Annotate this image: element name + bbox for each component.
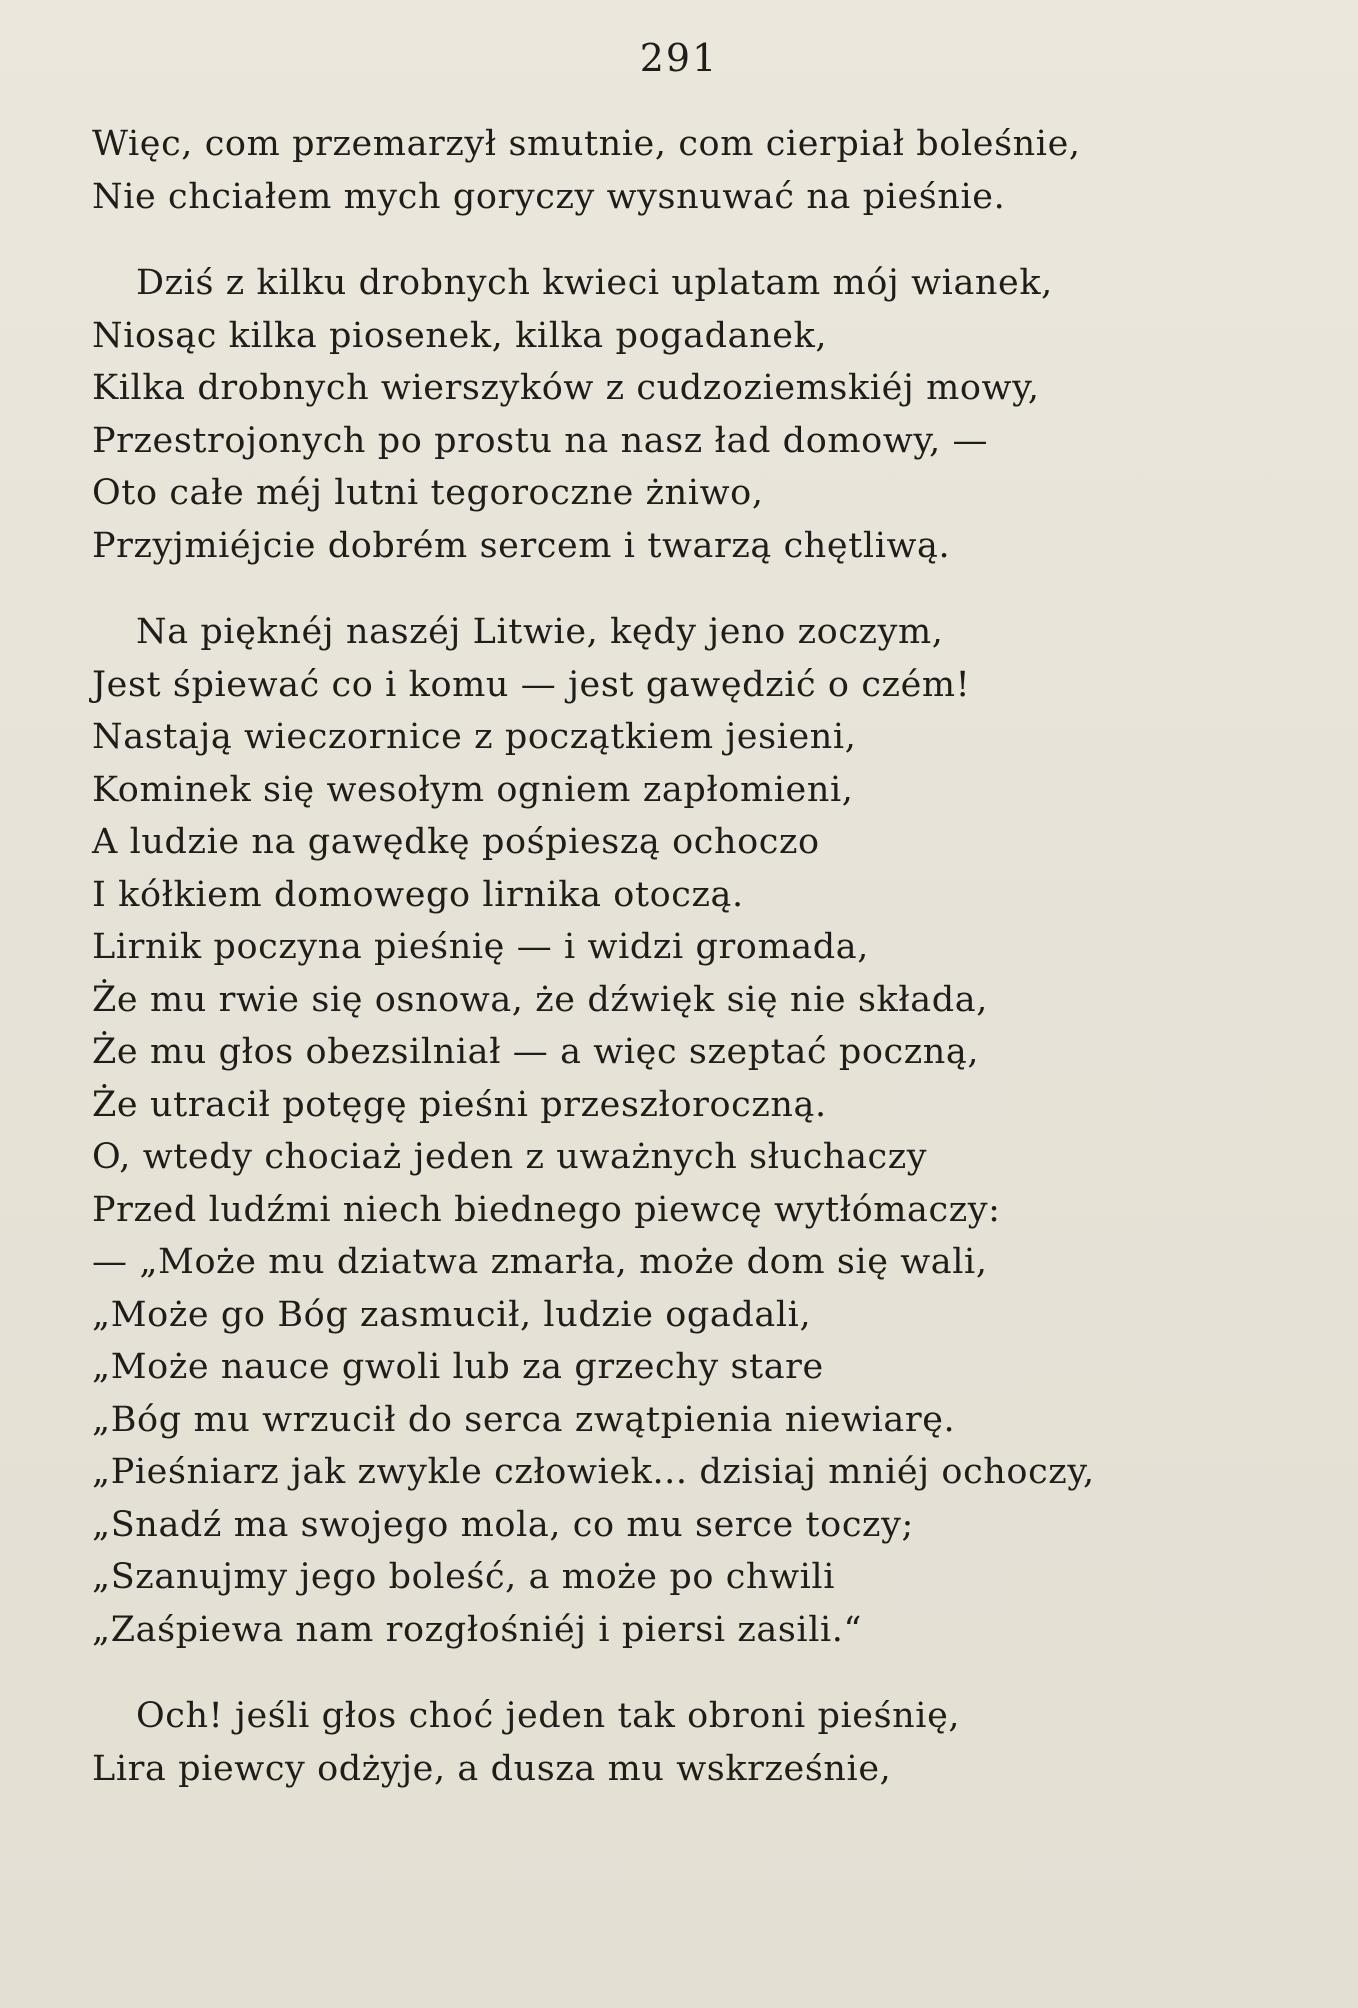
poem-line: Nie chciałem mych goryczy wysnuwać na pieśnie. bbox=[92, 176, 1006, 217]
poem-line: Niosąc kilka piosenek, kilka pogadanek, bbox=[92, 315, 828, 356]
poem-line: „Szanujmy jego boleść, a może po chwili bbox=[92, 1557, 836, 1597]
poem-line: Że mu rwie się osnowa, że dźwięk się nie składa, bbox=[92, 979, 988, 1020]
poem-line: Lira piewcy odżyje, a dusza mu wskrześnie, bbox=[92, 1748, 892, 1789]
poem-body bbox=[92, 118, 1292, 1829]
poem-line: Kilka drobnych wierszyków z cudzoziemskiéj mowy, bbox=[92, 368, 1040, 408]
poem-line: Na pięknéj naszéj Litwie, kędy jeno zoczym, bbox=[136, 612, 944, 652]
poem-line: „Może naucе gwoli lub za grzechy stare bbox=[92, 1347, 824, 1387]
poem-line: Dziś z kilku drobnych kwieci uplatam mój wianek, bbox=[136, 263, 1053, 303]
poem-line: „Zaśpiewa nam rozgłośniéj i piersi zasili.“ bbox=[92, 1609, 863, 1650]
page-number: 291 bbox=[639, 36, 719, 80]
poem-line: „Pieśniarz jak zwykle człowiek... dzisiaj mniéj ochoczy, bbox=[92, 1452, 1095, 1492]
poem-line: Kominek się wesołym ogniem zapłomieni, bbox=[92, 769, 854, 810]
poem-line: Przed ludźmi niech biednego piewcę wytłómaczy: bbox=[92, 1189, 1001, 1230]
poem-line: I kółkiem domowego lirnika otoczą. bbox=[92, 874, 744, 915]
poem-line: Przyjmiéjcie dobrém sercem i twarzą chętliwą. bbox=[92, 525, 951, 566]
poem-line: A ludzie na gawędkę pośpieszą ochoczo bbox=[92, 822, 820, 862]
poem-line: Lirnik poczyna pieśnię — i widzi gromada, bbox=[92, 927, 869, 967]
poem-line: Nastają wieczornice z początkiem jesieni, bbox=[92, 717, 857, 757]
stanza-2 bbox=[92, 257, 1292, 572]
stanza-3 bbox=[92, 606, 1292, 1656]
poem-line: Och! jeśli głos choć jeden tak obroni pieśnię, bbox=[136, 1696, 961, 1736]
poem-line: „Bóg mu wrzucił do serca zwątpienia niewiarę. bbox=[92, 1399, 956, 1440]
poem-line: Przestrojonych po prostu na nasz ład domowy, — bbox=[92, 420, 989, 461]
poem-line: „Snadź ma swojego mola, co mu serce toczy; bbox=[92, 1504, 914, 1545]
stanza-4 bbox=[92, 1690, 1292, 1795]
poem-line: O, wtedy chociaż jeden z uważnych słuchaczy bbox=[92, 1137, 928, 1177]
poem-line: — „Może mu dziatwa zmarła, może dom się wali, bbox=[92, 1242, 988, 1282]
poem-line: Jest śpiewać co i komu — jest gawędzić o czém! bbox=[92, 664, 971, 705]
poem-line: Oto całe méj lutni tegoroczne żniwo, bbox=[92, 473, 764, 513]
poem-line: „Może go Bóg zasmucił, ludzie ogadali, bbox=[92, 1294, 812, 1335]
stanza-1 bbox=[92, 118, 1292, 223]
poem-line: Więc, com przemarzył smutnie, com cierpiał boleśnie, bbox=[92, 124, 1081, 164]
poem-line: Że utracił potęgę pieśni przeszłoroczną. bbox=[92, 1084, 827, 1125]
poem-line: Że mu głos obezsilniał — a więc szeptać poczną, bbox=[92, 1032, 980, 1072]
